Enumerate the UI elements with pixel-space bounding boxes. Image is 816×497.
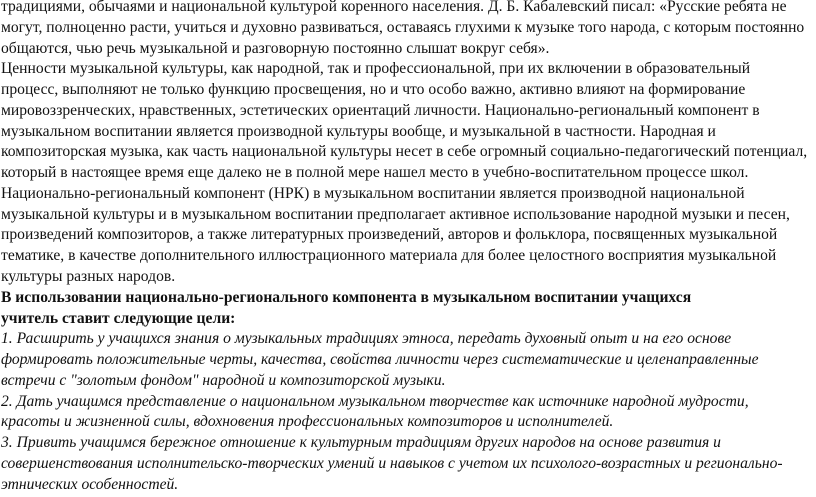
text-line: могут, полноценно расти, учиться и духовно развиваться, оставаясь глухими к музыке того народа, с которым постоянно	[1, 19, 805, 36]
text-line: произведений композиторов, а также литературных произведений, авторов и фольклора, посвященных музыкальной	[1, 226, 778, 243]
text-line: тематике, в качестве дополнительного иллюстрационного материала для более целостного восприятия музыкальной	[1, 247, 777, 264]
goal-item-line: совершенствования исполнительско-творческих умений и навыков с учетом их психолого-возрастных и регионально-	[1, 455, 783, 472]
goal-item-line: формировать положительные черты, качества, свойства личности через систематические и целенаправленные	[1, 351, 759, 368]
text-line: культуры разных народов.	[1, 268, 176, 285]
paragraph-start-line: Ценности музыкальной культуры, как народной, так и профессиональной, при их включении в образовательный	[1, 60, 751, 77]
text-line: который в настоящее время еще далеко не в полной мере нашел место в учебно-воспитательном процессе школ.	[1, 164, 749, 181]
goal-item-line: 3. Привить учащимся бережное отношение к культурным традициям других народов на основе развития и	[1, 434, 721, 451]
text-line: общаются, чью речь музыкальной и разговорную постоянно слышат вокруг себя».	[1, 40, 550, 57]
text-line: процесс, выполняют не только функцию просвещения, но и что особо важно, активно влияют на формирование	[1, 81, 746, 98]
goal-item-line: этнических особенностей.	[1, 476, 179, 493]
text-line: музыкальном воспитании является производной культуры вообще, и музыкальной в частности. Народная и	[1, 123, 716, 140]
text-line: традициями, обычаями и национальной культурой коренного населения. Д. Б. Кабалевский писал: «Русские ребята не	[1, 0, 787, 15]
text-line: мировоззренческих, нравственных, эстетических ориентаций личности. Национально-региональный компонент в	[1, 102, 760, 119]
paragraph-start-line: Национально-региональный компонент (НРК) в музыкальном воспитании является производной национальной	[1, 185, 745, 202]
section-heading-line: В использовании национально-регионального компонента в музыкальном воспитании учащихся	[1, 289, 692, 306]
goal-item-line: встречи с "золотым фондом" народной и композиторской музыки.	[1, 372, 446, 389]
text-line: композиторская музыка, как часть национальной культуры несет в себе огромный социально-педагогический потенциал,	[1, 143, 808, 160]
text-line: музыкальной культуры и в музыкальном воспитании предполагает активное использование народной музыки и песен,	[1, 206, 790, 223]
goal-item-line: 2. Дать учащимся представление о национальном музыкальном творчестве как источнике народной мудрости,	[1, 393, 749, 410]
goal-item-line: красоты и жизненной силы, вдохновения профессиональных композиторов и исполнителей.	[1, 413, 614, 430]
goal-item-line: 1. Расширить у учащихся знания о музыкальных традициях этноса, передать духовный опыт и на его основе	[1, 330, 732, 347]
section-heading-line: учитель ставит следующие цели:	[1, 310, 236, 327]
